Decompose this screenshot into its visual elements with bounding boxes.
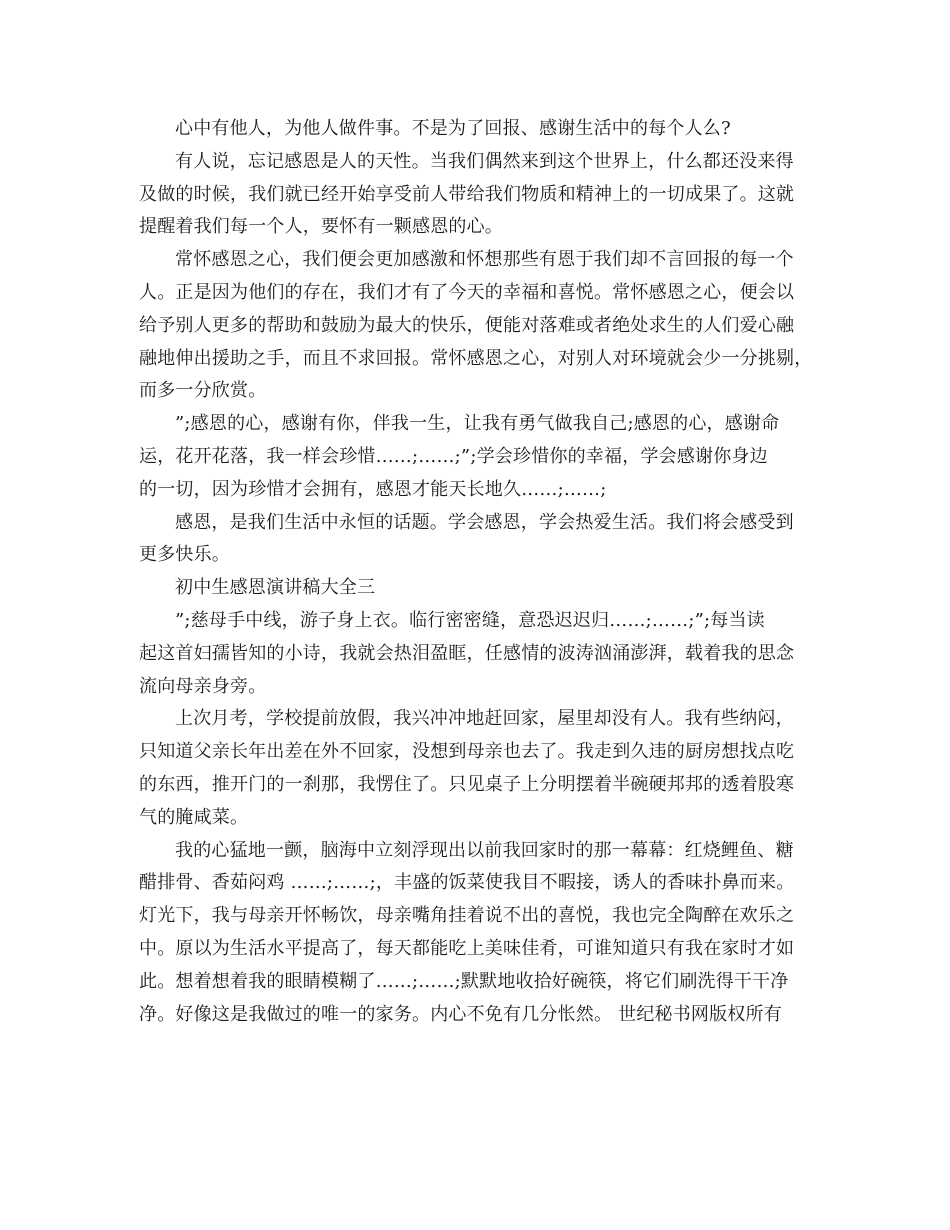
text-line: 起这首妇孺皆知的小诗，我就会热泪盈眶，任感情的波涛汹涌澎湃，载着我的思念 xyxy=(139,642,795,664)
text-line: 提醒着我们每一个人，要怀有一颗感恩的心。 xyxy=(139,216,503,238)
text-line: 运，花开花落，我一样会珍惜……;……;”;学会珍惜你的幸福，学会感谢你身边 xyxy=(139,445,768,467)
text-line: 感恩，是我们生活中永恒的话题。学会感恩，学会热爱生活。我们将会感受到 xyxy=(175,511,794,533)
section-heading: 初中生感恩演讲稿大全三 xyxy=(175,577,376,599)
text-line: 醋排骨、香茹闷鸡 ……;……;，丰盛的饭菜使我目不暇接，诱人的香味扑鼻而来。 xyxy=(139,872,795,894)
text-line: 上次月考，学校提前放假，我兴冲冲地赶回家，屋里却没有人。我有些纳闷， xyxy=(175,708,794,730)
text-line: 的东西，推开门的一刹那，我愣住了。只见桌子上分明摆着半碗硬邦邦的透着股寒 xyxy=(139,773,795,795)
text-line: 心中有他人，为他人做件事。不是为了回报、感谢生活中的每个人么? xyxy=(175,118,731,139)
text-line: 有人说，忘记感恩是人的天性。当我们偶然来到这个世界上，什么都还没来得 xyxy=(175,150,794,172)
text-line: 常怀感恩之心，我们便会更加感激和怀想那些有恩于我们却不言回报的每一个 xyxy=(175,249,794,271)
text-line: 及做的时候，我们就已经开始享受前人带给我们物质和精神上的一切成果了。这就 xyxy=(139,183,795,205)
document-body xyxy=(139,113,819,1031)
text-line: 气的腌咸菜。 xyxy=(139,806,249,828)
text-line: 我的心猛地一颤，脑海中立刻浮现出以前我回家时的那一幕幕：红烧鲤鱼、糖 xyxy=(175,839,794,861)
text-line: 中。原以为生活水平提高了，每天都能吃上美味佳肴，可谁知道只有我在家时才如 xyxy=(139,937,795,959)
text-line: 流向母亲身旁。 xyxy=(139,675,267,697)
text-line: 只知道父亲长年出差在外不回家，没想到母亲也去了。我走到久违的厨房想找点吃 xyxy=(139,741,795,763)
text-line: 而多一分欣赏。 xyxy=(139,380,267,402)
text-line: 的一切，因为珍惜才会拥有，感恩才能天长地久……;……; xyxy=(139,478,607,500)
text-line: 净。好像这是我做过的唯一的家务。内心不免有几分怅然。 世纪秘书网版权所有 xyxy=(139,1003,782,1025)
text-line: 给予别人更多的帮助和鼓励为最大的快乐，便能对落难或者绝处求生的人们爱心融 xyxy=(139,314,795,336)
text-line: 灯光下，我与母亲开怀畅饮，母亲嘴角挂着说不出的喜悦，我也完全陶醉在欢乐之 xyxy=(139,905,795,927)
text-line: ”;感恩的心，感谢有你，伴我一生，让我有勇气做我自己;感恩的心，感谢命 xyxy=(175,413,780,435)
text-line: 融地伸出援助之手，而且不求回报。常怀感恩之心，对别人对环境就会少一分挑剔， xyxy=(139,347,813,369)
text-line: 更多快乐。 xyxy=(139,544,230,566)
text-line: 此。想着想着我的眼睛模糊了……;……;默默地收拾好碗筷，将它们刷洗得干干净 xyxy=(139,970,789,992)
text-line: 人。正是因为他们的存在，我们才有了今天的幸福和喜悦。常怀感恩之心，便会以 xyxy=(139,281,795,303)
text-line: ”;慈母手中线，游子身上衣。临行密密缝，意恐迟迟归……;……;”;每当读 xyxy=(175,609,765,631)
